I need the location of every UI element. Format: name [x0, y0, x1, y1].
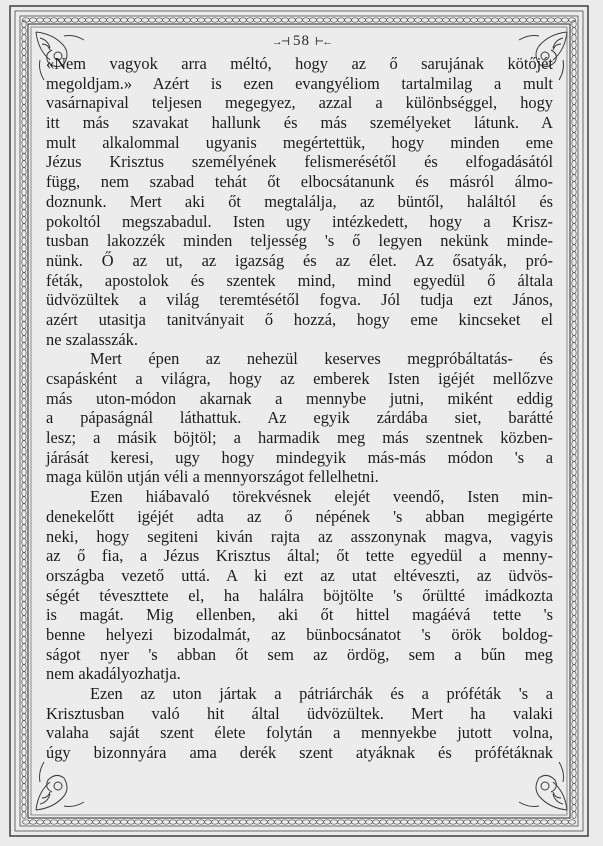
corner-ornament-bottom-right — [519, 762, 567, 810]
text-line: üdvözültek a világ teremtésétől fogva. Jól tudja ezt János, — [46, 290, 553, 310]
chain-border-left — [22, 20, 26, 818]
text-line: nünk. Ő az ut, az igazság és az élet. Az ősatyák, pró- — [46, 250, 553, 270]
paragraph — [46, 487, 553, 684]
text-line: járását keresi, ugy hogy mindegyik más-más módon 's a — [46, 447, 553, 467]
text-line: itt más szavakat hallunk és más személyeket látunk. A — [46, 113, 553, 133]
chain-border-bottom — [22, 820, 575, 824]
text-line: Ezen hiábavaló törekvésnek elejét veendő, Isten min- — [90, 487, 553, 507]
text-line: tusban lakozzék minden teljesség 's ő legyen nekünk minde- — [46, 231, 553, 251]
arrow-flourish-left-icon: →⊣ — [271, 36, 289, 48]
text-line: ságot nyer 's abban őt sem az ördög, sem a bűn meg — [46, 644, 553, 664]
corner-ornament-bottom-left — [36, 762, 84, 810]
text-line: lesz; a másik böjtöl; a harmadik meg más szentnek közben- — [46, 428, 553, 448]
paragraph — [46, 684, 553, 763]
text-line: csapásként a világra, hogy az emberek Isten igéjét mellőzve — [46, 369, 553, 388]
text-line: is magát. Mig ellenben, aki őt hittel magáévá tette 's — [46, 605, 553, 625]
text-line: függ, nem szabad tehát őt elbocsátanunk és másról álmo- — [46, 172, 553, 192]
text-line: mult alkalommal ugyanis megértettük, hogy minden eme — [46, 132, 553, 152]
text-line: benne helyezi bizodalmát, az bünbocsánatot 's örök boldog- — [46, 624, 553, 644]
text-line: a pápaságnál láthattuk. Az egyik zárdába siet, barátté — [46, 408, 553, 428]
text-line: doznunk. Mert aki őt megtalálja, az büntől, haláltól és — [46, 191, 553, 211]
text-line: «Nem vagyok arra méltó, hogy az ő sarujának kötőjét — [46, 54, 553, 73]
text-line: ségét téveszttete el, ha halálra böjtölte 's őrültté imádkozta — [46, 585, 553, 605]
body-text — [46, 54, 553, 763]
text-line: Jézus Krisztus személyének felismerésétől és elfogadásától — [46, 152, 553, 172]
text-line: vasárnapival teljesen megegyez, azzal a különbséggel, hogy — [46, 93, 553, 113]
text-line: más uton-módon akarnak a mennybe jutni, miként eddig — [46, 388, 553, 408]
text-line: úgy bizonnyára ama derék szent atyáknak és prófétáknak — [46, 743, 553, 763]
text-line: maga külön utján véli a mennyországot fellelhetni. — [46, 467, 379, 487]
page-number-value: 58 — [293, 33, 310, 49]
chain-border-top — [22, 18, 575, 22]
text-line: neki, hogy segiteni kiván rajta az asszonynak magva, vagyis — [46, 526, 553, 546]
text-line: valaha saját szent élete folytán a mennyekbe jutott volna, — [46, 723, 553, 743]
page-number — [0, 33, 603, 50]
text-line: Mert épen az nehezül keserves megpróbáltatás- és — [90, 349, 553, 369]
paragraph — [46, 54, 553, 349]
text-line: országba vezető uttá. A ki ezt az utat eltéveszti, az üdvös- — [46, 565, 553, 585]
text-line: pokoltól megszabadul. Isten ugy intézkedett, hogy a Krisz- — [46, 211, 553, 231]
arrow-flourish-right-icon: ⊢← — [314, 36, 332, 48]
text-line: az ő fia, a Jézus Krisztus által; őt tette egyedül a menny- — [46, 546, 553, 566]
text-line: Krisztusban való hit által üdvözültek. Mert ha valaki — [46, 703, 553, 723]
text-line: nem akadályozhatja. — [46, 664, 181, 684]
text-line: denekelőtt igéjét adta az ő népének 's abban megigérte — [46, 506, 553, 526]
text-line: azért utasitja tanitványait ő hozzá, hogy eme kincseket el — [46, 309, 553, 329]
text-line: féták, apostolok és szentek mind, mind egyedül ő általa — [46, 270, 553, 290]
text-line: ne szalasszák. — [46, 329, 138, 349]
text-line: Ezen az uton jártak a pátriárchák és a próféták 's a — [90, 684, 553, 703]
paragraph — [46, 349, 553, 487]
text-line: megoldjam.» Azért is ezen evangyéliom tartalmilag a mult — [46, 73, 553, 93]
chain-border-right — [572, 20, 576, 818]
